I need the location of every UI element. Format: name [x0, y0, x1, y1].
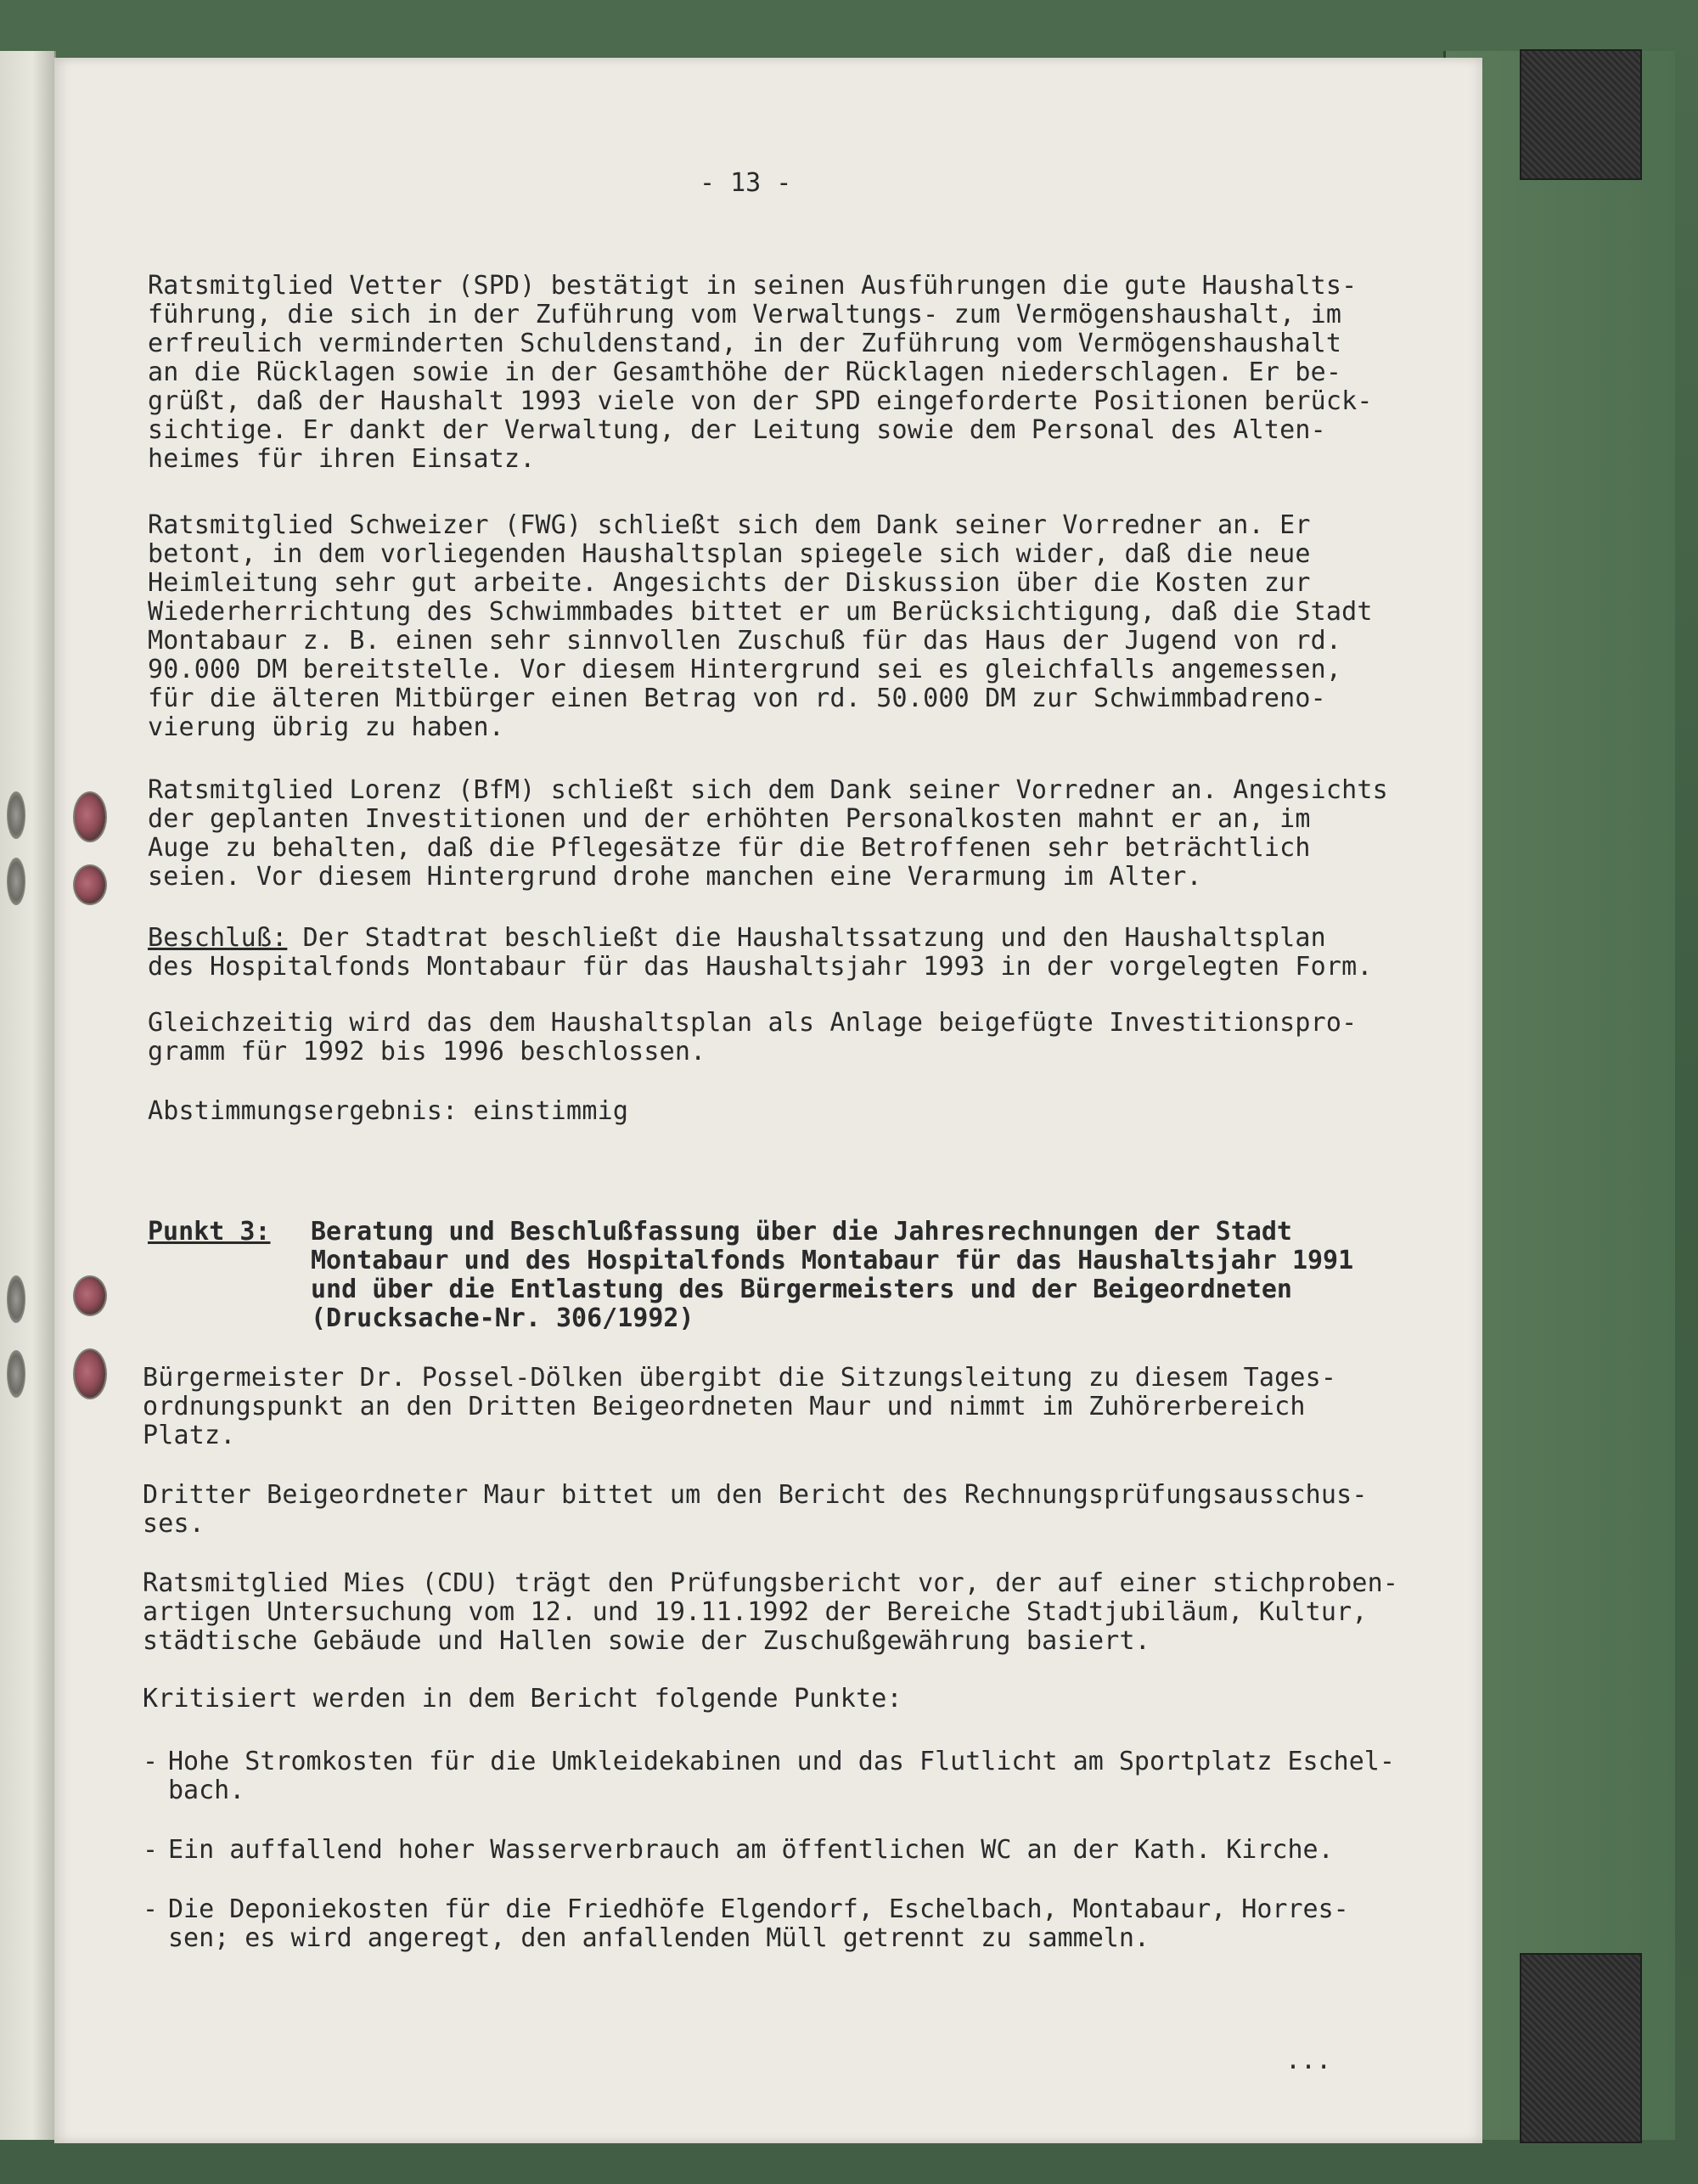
list-item-text: Die Deponiekosten für die Friedhöfe Elgendorf, Eschelbach, Montabaur, Horres- sen; es wird angeregt, den anfallenden Müll getrennt zu sammeln. [168, 1894, 1349, 1953]
paragraph-maur: Dritter Beigeordneter Maur bittet um den Bericht des Rechnungsprüfungsausschus- ses. [143, 1480, 1368, 1539]
bullet-dash: - [143, 1747, 159, 1776]
continuation-marker: ... [1285, 2046, 1332, 2075]
punch-hole [73, 1275, 107, 1316]
paragraph-beschluss [148, 924, 1421, 982]
list-item-text: Ein auffallend hoher Wasserverbrauch am öffentlichen WC an der Kath. Kirche. [168, 1835, 1334, 1865]
facing-page-edge [0, 51, 56, 2140]
paragraph-kritik-intro: Kritisiert werden in dem Bericht folgende Punkte: [143, 1684, 902, 1714]
beschluss-label: Beschluß: [148, 923, 288, 953]
paragraph-schweizer: Ratsmitglied Schweizer (FWG) schließt sich dem Dank seiner Vorredner an. Er betont, in dem vorliegenden Haushaltsplan spiegele sich wider, daß die neue Heimleitung sehr gut arbeite. Angesichts der Diskussion über die Kosten zur Wiederherrichtung des Schwimmbades bittet er um Berücksichtigung, daß die Stadt Montabaur z. B. einen sehr sinnvollen Zuschuß für das Haus der Jugend von rd. 90.000 DM bereitstelle. Vor diesem Hintergrund sei es gleichfalls angemessen, für die älteren Mitbürger einen Betrag von rd. 50.000 DM zur Schwimmbadreno- vierung übrig zu haben. [148, 510, 1373, 742]
paragraph-abstimmungsergebnis: Abstimmungsergebnis: einstimmig [148, 1096, 629, 1126]
paragraph-investitionsprogramm: Gleichzeitig wird das dem Haushaltsplan als Anlage beigefügte Investitionspro- gramm für 1992 bis 1996 beschlossen. [148, 1008, 1358, 1067]
paragraph-lorenz: Ratsmitglied Lorenz (BfM) schließt sich dem Dank seiner Vorredner an. Angesichts der geplanten Investitionen und der erhöhten Personalkosten mahnt er an, im Auge zu behalten, daß die Pflegesätze für die Betroffenen sehr beträchtlich seien. Vor diesem Hintergrund drohe manchen eine Verarmung im Alter. [148, 775, 1388, 892]
punch-hole [73, 791, 107, 842]
punch-hole-left-3 [7, 1275, 25, 1323]
punch-hole-left-1 [7, 791, 25, 839]
paragraph-possel-doelken: Bürgermeister Dr. Possel-Dölken übergibt die Sitzungsleitung zu diesem Tages- ordnungspunkt an den Dritten Beigeordneten Maur und nimmt im Zuhörerbereich Platz. [143, 1363, 1337, 1450]
paragraph-vetter: Ratsmitglied Vetter (SPD) bestätigt in seinen Ausführungen die gute Haushalts- führung, die sich in der Zuführung vom Verwaltungs- zum Vermögenshaushalt, im erfreulich verminderten Schuldenstand, in der Zuführung vom Vermögenshaushalt an die Rücklagen sowie in der Gesamthöhe der Rücklagen niederschlagen. Er be- grüßt, daß der Haushalt 1993 viele von der SPD eingeforderte Positionen berück- sichtige. Er dankt der Verwaltung, der Leitung sowie dem Personal des Alten- heimes für ihren Einsatz. [148, 271, 1373, 474]
document-page [54, 58, 1482, 2143]
bullet-dash: - [143, 1835, 159, 1865]
bullet-dash: - [143, 1894, 159, 1924]
page-number: - 13 - [700, 168, 792, 198]
beschluss-text: Der Stadtrat beschließt die Haushaltssatzung und den Haushaltsplan des Hospitalfonds Montabaur für das Haushaltsjahr 1993 in der vorgelegten Form. [148, 923, 1373, 982]
punch-hole [73, 1348, 107, 1399]
punch-hole [73, 864, 107, 905]
list-item-text: Hohe Stromkosten für die Umkleidekabinen und das Flutlicht am Sportplatz Eschel- bach. [168, 1747, 1395, 1805]
agenda-item-label: Punkt 3: [148, 1217, 271, 1247]
punch-hole-left-4 [7, 1350, 25, 1398]
binder-corner-bottom [1520, 1953, 1642, 2143]
paragraph-mies: Ratsmitglied Mies (CDU) trägt den Prüfungsbericht vor, der auf einer stichproben- artigen Untersuchung vom 12. und 19.11.1992 der Bereiche Stadtjubiläum, Kultur, städtische Gebäude und Hallen sowie der Zuschußgewährung basiert. [143, 1568, 1399, 1656]
agenda-item-title: Beratung und Beschlußfassung über die Jahresrechnungen der Stadt Montabaur und des Hospitalfonds Montabaur für das Haushaltsjahr 1991 und über die Entlastung des Bürgermeisters und der Beigeordneten (Drucksache-Nr. 306/1992) [311, 1217, 1354, 1333]
binder-corner-top [1520, 49, 1642, 180]
punch-hole-left-2 [7, 858, 25, 905]
